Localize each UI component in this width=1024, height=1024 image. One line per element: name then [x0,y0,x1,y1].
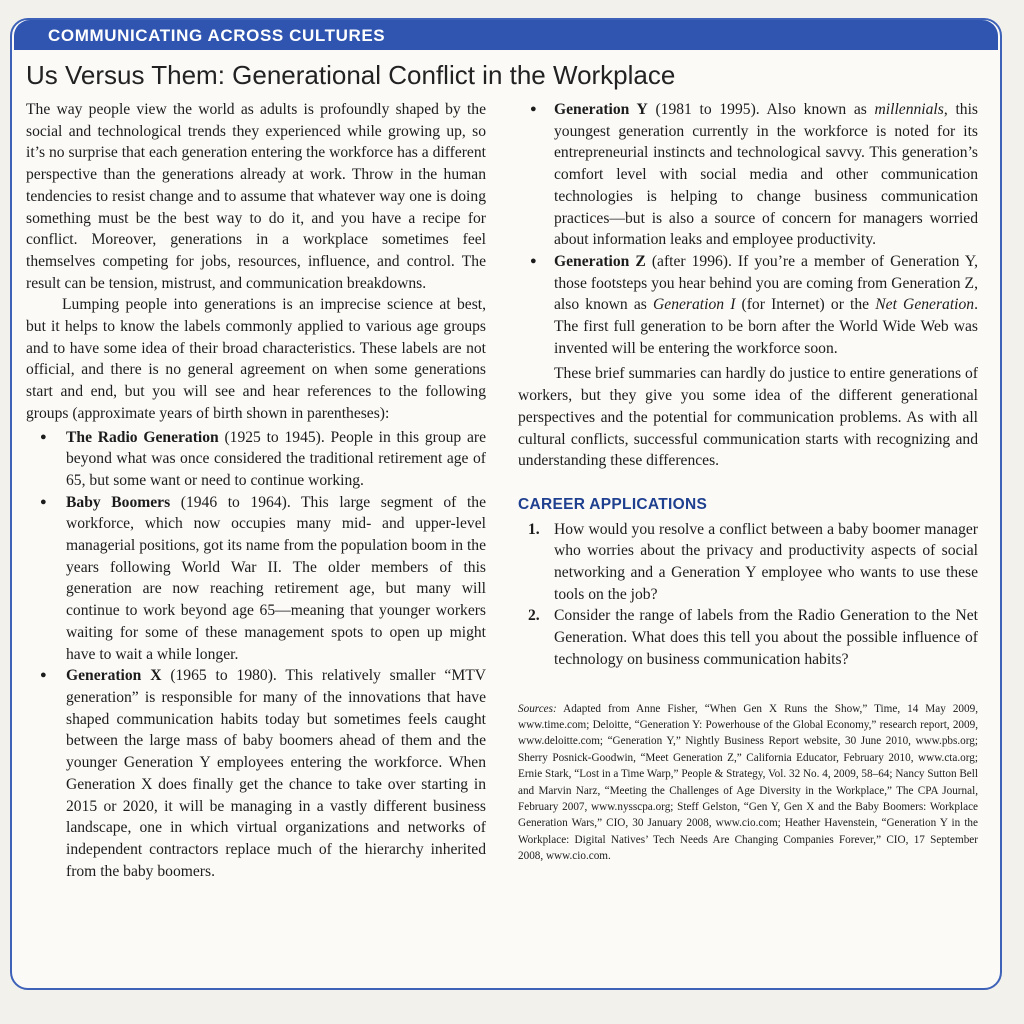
generation-name: The Radio Generation [66,428,219,446]
generation-name: Generation X [66,667,162,685]
right-column [518,99,978,865]
question-number: 1. [528,520,540,538]
list-item [518,99,978,251]
generation-name: Generation Y [554,101,648,118]
summary-paragraph: These brief summaries can hardly do justice to entire generations of workers, but they give you some idea of the different generational perspectives and the potential for communication problems. As with all cultural conflicts, successful communication starts with recognizing and understanding these differences. [518,365,978,470]
career-applications-heading: CAREER APPLICATIONS [518,495,708,513]
generation-text: , this youngest generation currently in the workforce is noted for its entrepreneurial instincts and technological savvy. This generation’s comfort level with social media and other communication technologies is helping to change business communication practices—but is also a source of concern for managers worried about information leaks and employee productivity. [554,101,978,249]
list-item [26,492,486,666]
list-item [26,427,486,492]
generation-text: . The first full generation to be born after the World Wide Web was invented will be entering the workforce soon. [554,296,978,357]
intro-paragraph: The way people view the world as adults is profoundly shaped by the social and technological trends they experienced while growing up, so it’s no surprise that each generation entering the workforce has a different perspective than the generations already at work. Throw in the human tendencies to resist change and to assume that whatever way one is doing something must be the best way to do it, and you have a recipe for conflict. Moreover, generations in a workplace sometimes feel themselves competing for jobs, resources, influence, and control. The result can be tension, mistrust, and communication breakdowns. [26,101,486,292]
generation-text: (1981 to 1995). Also known as [647,101,875,118]
generation-text: (after 1996). If you’re a member of Generation Y, those footsteps you hear behind you are coming from Generation Z, also known as [554,252,978,314]
sources-label: Sources: [518,702,557,715]
generation-list [26,427,486,883]
page-title: Us Versus Them: Generational Conflict in the Workplace [26,60,676,90]
question-text: Consider the range of labels from the Radio Generation to the Net Generation. What does this tell you about the possible influence of technology on business communication habits? [554,607,978,668]
question-text: How would you resolve a conflict between a baby boomer manager who worries about the privacy and productivity aspects of social networking and a Generation Y employee who wants to use these tools on the job? [554,520,978,603]
sources-note [518,701,978,865]
generation-alias: Net Generation [875,296,975,314]
list-item [26,665,486,882]
left-column [26,99,486,882]
generation-alias: Generation I [653,296,736,314]
generation-text: (1925 to 1945). People in this group are beyond what was once considered the traditional retirement age of 65, but some want or need to continue working. [66,428,486,489]
labels-paragraph: Lumping people into generations is an imprecise science at best, but it helps to know the labels commonly applied to various age groups and to have some idea of their broad characteristics. These labels are not official, and there is no general agreement on when some generations start and end, but you will see and hear references to the following groups (approximate years of birth shown in parentheses): [26,296,486,422]
question-list [518,519,978,671]
list-item [518,519,978,606]
generation-list-continued [518,99,978,359]
banner-label: COMMUNICATING ACROSS CULTURES [48,26,386,45]
generation-text: (1965 to 1980). This relatively smaller “MTV generation” is responsible for many of the innovations that have shaped communication habits today but sometimes feels caught between the large mass of baby boomers ahead of them and the younger Generation Y employees entering the workforce. When Generation X does finally get the chance to take over starting in 2015 or 2020, it will be managing in a vastly different business landscape, one in which virtual organizations and networks of independent contractors replace much of the hierarchy inherited from the baby boomers. [66,667,486,880]
question-number: 2. [528,607,540,625]
list-item [518,251,978,360]
generation-name: Generation Z [554,252,646,270]
generation-text: (1946 to 1964). This large segment of the workforce, which now occupies many mid- and upper-level managerial positions, got its name from the population boom in the years following World War II. The older members of this generation are now reaching retirement age, but many will continue to work beyond age 65—meaning that younger workers waiting for some of these management spots to open up might have to wait a while longer. [66,493,486,663]
generation-alias: millennials [874,101,944,118]
list-item [518,605,978,670]
generation-text: (for Internet) or the [735,296,876,314]
generation-name: Baby Boomers [66,493,171,511]
sources-text: Adapted from Anne Fisher, “When Gen X Runs the Show,” Time, 14 May 2009, www.time.com; Deloitte, “Generation Y: Powerhouse of the Global Economy,” research report, 2009, www.deloitte.com; “Generation Y,” Nightly Business Report website, 30 June 2010, www.pbs.org; Sherry Posnick-Goodwin, “Meet Generation Z,” California Educator, February 2010, www.cta.org; Ernie Stark, “Lost in a Time Warp,” People & Strategy, Vol. 32 No. 4, 2009, 58–64; Nancy Sutton Bell and Marvin Narz, “Meeting the Challenges of Age Diversity in the Workplace,” The CPA Journal, February 2007, www.nysscpa.org; Steff Gelston, “Gen Y, Gen X and the Baby Boomers: Workplace Generation Wars,” CIO, 30 January 2008, www.cio.com; Heather Havenstein, “Generation Y in the Workplace: Digital Natives’ Tech Needs Are Changing Companies Forever,” CIO, 17 September 2008, www.cio.com. [518,702,978,863]
